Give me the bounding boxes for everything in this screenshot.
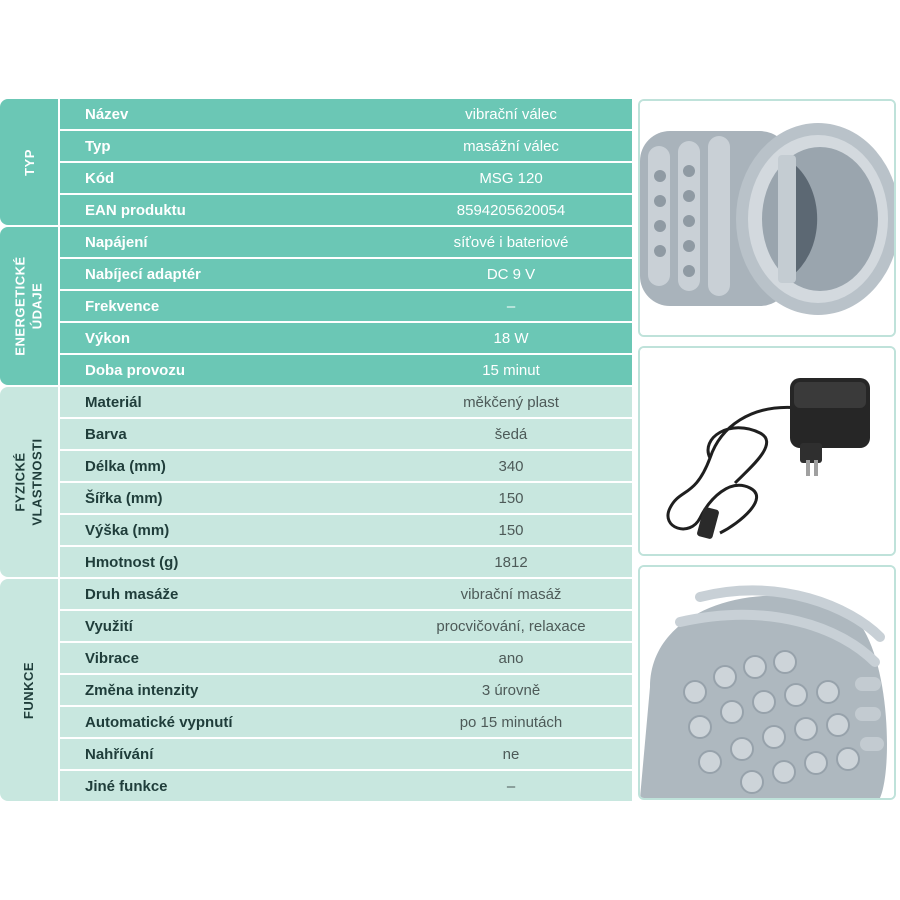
roller-surface-illustration <box>640 567 894 798</box>
row-name: Jiné funkce <box>85 777 168 795</box>
row-value: šedá <box>494 425 528 443</box>
table-row <box>60 451 632 481</box>
row-value: vibrační masáž <box>460 585 562 603</box>
section-label-text: TYP <box>21 148 37 176</box>
table-row <box>60 579 632 609</box>
roller-end-photo <box>638 99 896 337</box>
section-energeticke-udaje <box>0 227 632 385</box>
row-value: 18 W <box>493 329 529 347</box>
row-value: ne <box>502 745 520 763</box>
row-value: vibrační válec <box>465 105 557 123</box>
row-name: Šířka (mm) <box>85 489 163 507</box>
charging-adapter-illustration <box>640 348 894 554</box>
row-value: masážní válec <box>463 137 559 155</box>
section-typ <box>0 99 632 225</box>
table-row <box>60 227 632 257</box>
table-row <box>60 355 632 385</box>
section-funkce <box>0 579 632 801</box>
row-value: 150 <box>498 521 524 539</box>
table-row <box>60 707 632 737</box>
section-label-text: FUNKCE <box>21 661 37 719</box>
section-label <box>0 387 58 577</box>
row-name: Hmotnost (g) <box>85 553 179 571</box>
row-name: Výška (mm) <box>85 521 170 539</box>
table-row <box>60 99 632 129</box>
table-row <box>60 547 632 577</box>
row-name: Název <box>85 105 129 123</box>
row-value: ano <box>498 649 524 667</box>
row-name: Změna intenzity <box>85 681 199 699</box>
spec-table <box>0 99 632 801</box>
row-name: Doba provozu <box>85 361 185 379</box>
adapter-photo <box>638 346 896 556</box>
row-value: 8594205620054 <box>456 201 566 219</box>
row-value: 150 <box>498 489 524 507</box>
table-row <box>60 675 632 705</box>
table-row <box>60 643 632 673</box>
row-value: – <box>506 297 516 315</box>
table-row <box>60 291 632 321</box>
row-name: Kód <box>85 169 115 187</box>
table-row <box>60 259 632 289</box>
row-name: EAN produktu <box>85 201 186 219</box>
row-value: DC 9 V <box>486 265 536 283</box>
row-value: měkčený plast <box>463 393 559 411</box>
section-label-text: ENERGETICKÉ ÚDAJE <box>13 256 45 356</box>
row-name: Automatické vypnutí <box>85 713 233 731</box>
row-name: Nabíjecí adaptér <box>85 265 201 283</box>
row-name: Barva <box>85 425 127 443</box>
table-row <box>60 387 632 417</box>
row-name: Délka (mm) <box>85 457 166 475</box>
row-name: Druh masáže <box>85 585 179 603</box>
row-value: – <box>506 777 516 795</box>
table-row <box>60 483 632 513</box>
row-value: 15 minut <box>482 361 540 379</box>
row-value: 340 <box>498 457 524 475</box>
row-value: 1812 <box>494 553 528 571</box>
row-name: Frekvence <box>85 297 160 315</box>
row-value: síťové i bateriové <box>453 233 569 251</box>
section-label <box>0 579 58 801</box>
row-name: Napájení <box>85 233 148 251</box>
row-name: Výkon <box>85 329 131 347</box>
row-value: MSG 120 <box>479 169 543 187</box>
roller-surface-photo <box>638 565 896 800</box>
row-name: Typ <box>85 137 111 155</box>
section-label-text: FYZICKÉ VLASTNOSTI <box>13 438 45 526</box>
table-row <box>60 131 632 161</box>
table-row <box>60 419 632 449</box>
table-row <box>60 323 632 353</box>
section-label <box>0 227 58 385</box>
row-value: 3 úrovně <box>481 681 541 699</box>
row-name: Nahřívání <box>85 745 154 763</box>
section-fyzicke-vlastnosti <box>0 387 632 577</box>
roller-end-illustration <box>640 101 894 335</box>
table-row <box>60 163 632 193</box>
table-row <box>60 739 632 769</box>
table-row <box>60 515 632 545</box>
table-row <box>60 195 632 225</box>
table-row <box>60 611 632 641</box>
row-name: Vibrace <box>85 649 139 667</box>
row-value: procvičování, relaxace <box>436 617 586 635</box>
table-row <box>60 771 632 801</box>
section-label <box>0 99 58 225</box>
row-name: Využití <box>85 617 133 635</box>
row-value: po 15 minutách <box>459 713 563 731</box>
row-name: Materiál <box>85 393 142 411</box>
